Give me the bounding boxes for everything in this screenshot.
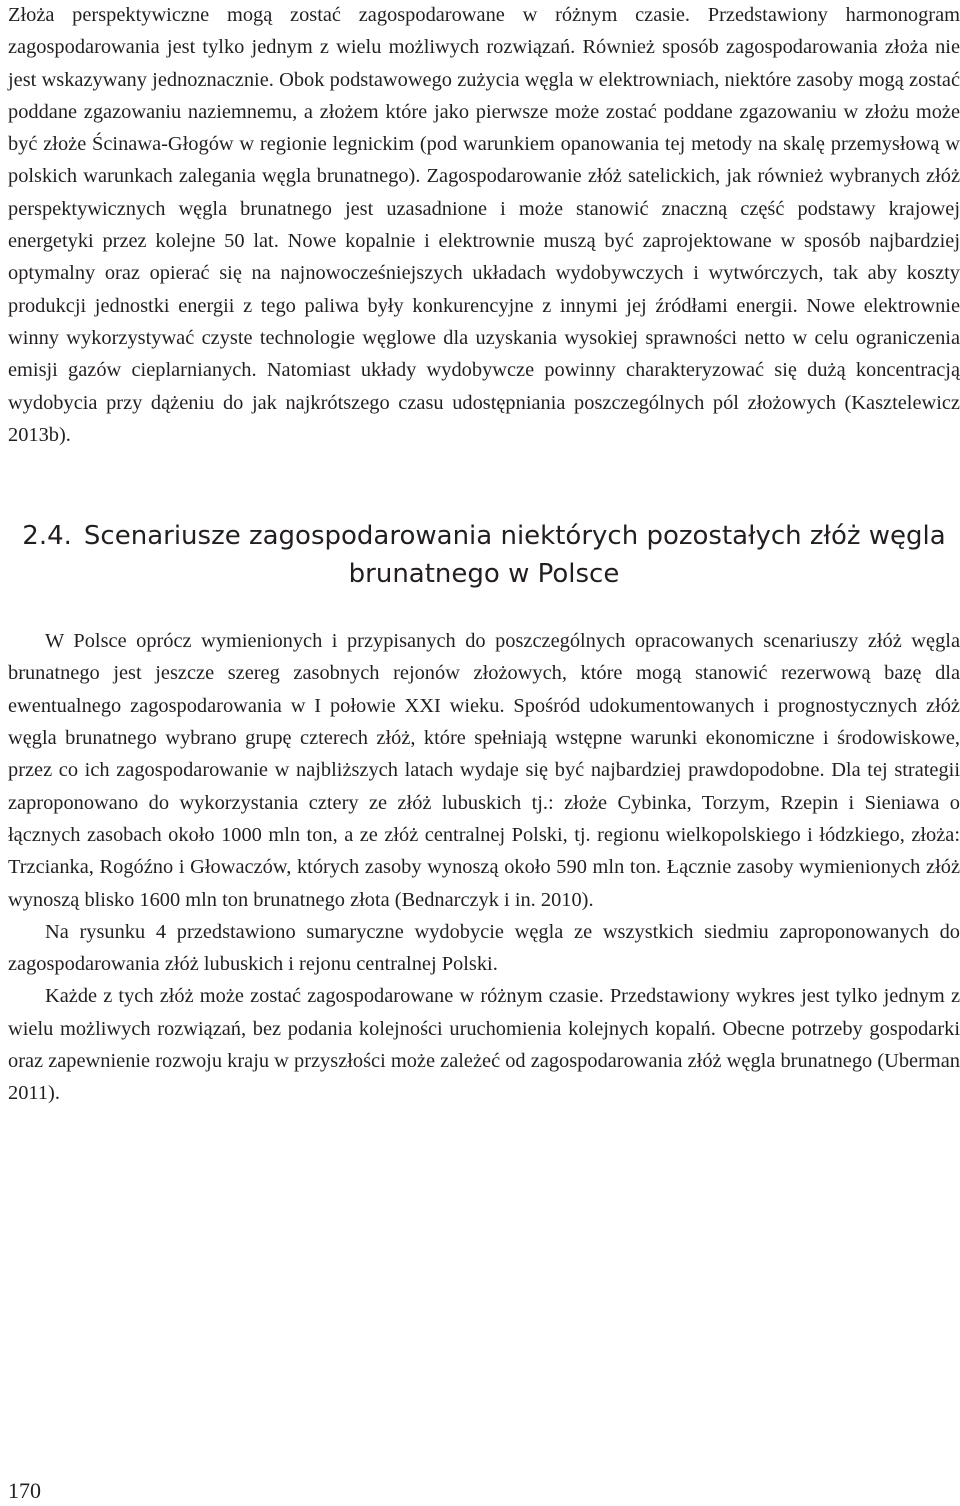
page-number: 170: [8, 1478, 41, 1503]
section-title-line2: brunatnego w Polsce: [348, 559, 620, 590]
section-paragraph-2: Na rysunku 4 przedstawiono sumaryczne wydobycie węgla ze wszystkich siedmiu zaproponowanych do zagospodarowania złóż lubuskich i rejonu centralnej Polski.: [8, 920, 960, 976]
section-heading: [8, 517, 960, 593]
page-content: [8, 0, 960, 1110]
intro-paragraph: Złoża perspektywiczne mogą zostać zagospodarowane w różnym czasie. Przedstawiony harmonogram zagospodarowania jest tylko jednym z wielu możliwych rozwiązań. Również sposób zagospodarowania złoża nie jest wskazywany jednoznacznie. Obok podstawowego zużycia węgla w elektrowniach, niektóre zasoby mogą zostać poddane zgazowaniu naziemnemu, a złożem które jako pierwsze może zostać poddane zgazowaniu w złożu może być złoże Ścinawa-Głogów w regionie legnickim (pod warunkiem opanowania tej metody na skalę przemysłową w polskich warunkach zalegania węgla brunatnego). Zagospodarowanie złóż satelickich, jak również wybranych złóż perspektywicznych węgla brunatnego jest uzasadnione i może stanowić znaczną część podstawy krajowej energetyki przez kolejne 50 lat. Nowe kopalnie i elektrownie muszą być zaprojektowane w sposób najbardziej optymalny oraz opierać się na najnowocześniejszych układach wydobywczych i wytwórczych, tak aby koszty produkcji jednostki energii z tego paliwa były konkurencyjne z innymi jej źródłami energii. Nowe elektrownie winny wykorzystywać czyste technologie węglowe dla uzyskania wysokiej sprawności netto w celu ograniczenia emisji gazów cieplarnianych. Natomiast układy wydobywcze powinny charakteryzować się dużą koncentracją wydobycia przy dążeniu do jak najkrótszego czasu udostępniania poszczególnych pól złożowych (Kasztelewicz 2013b).: [8, 4, 960, 446]
section-paragraph-3: Każde z tych złóż może zostać zagospodarowane w różnym czasie. Przedstawiony wykres jest tylko jednym z wielu możliwych rozwiązań, bez podania kolejności uruchomienia kolejnych kopalń. Obecne potrzeby gospodarki oraz zapewnienie rozwoju kraju w przyszłości może zależeć od zagospodarowania złóż węgla brunatnego (Uberman 2011).: [8, 985, 960, 1105]
section-paragraph-1: W Polsce oprócz wymienionych i przypisanych do poszczególnych opracowanych scenariuszy złóż węgla brunatnego jest jeszcze szereg zasobnych rejonów złożowych, które mogą stanowić rezerwową bazę dla ewentualnego zagospodarowania w I połowie XXI wieku. Spośród udokumentowanych i prognostycznych złóż węgla brunatnego wybrano grupę czterech złóż, które spełniają wstępne warunki ekonomiczne i środowiskowe, przez co ich zagospodarowanie w najbliższych latach wydaje się być najbardziej prawdopodobne. Dla tej strategii zaproponowano do wykorzystania cztery ze złóż lubuskich tj.: złoże Cybinka, Torzym, Rzepin i Sieniawa o łącznych zasobach około 1000 mln ton, a ze złóż centralnej Polski, tj. regionu wielkopolskiego i łódzkiego, złoża: Trzcianka, Rogóźno i Głowaczów, których zasoby wynoszą około 590 mln ton. Łącznie zasoby wymienionych złóż wynoszą blisko 1600 mln ton brunatnego złota (Bednarczyk i in. 2010).: [8, 630, 960, 911]
section-number: 2.4.: [22, 521, 72, 552]
section-title-line1: Scenariusze zagospodarowania niektórych pozostałych złóż węgla: [83, 521, 946, 552]
